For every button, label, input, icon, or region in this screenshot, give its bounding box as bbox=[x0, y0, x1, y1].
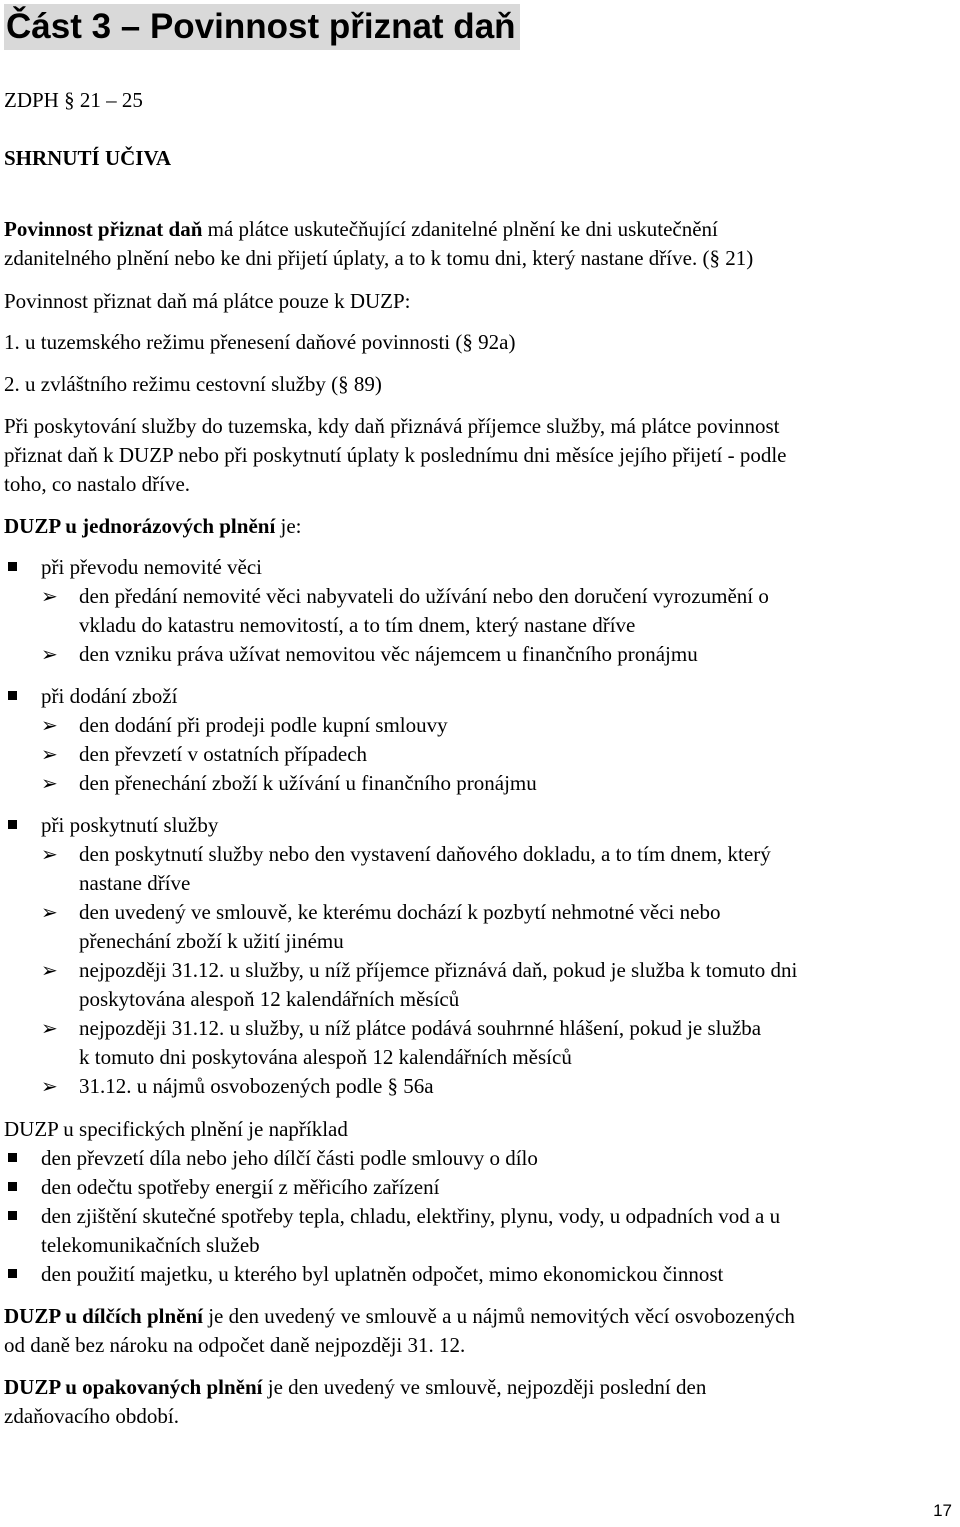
repeated-bold: DUZP u opakovaných plnění bbox=[4, 1375, 263, 1399]
square-bullet-icon bbox=[8, 820, 17, 829]
partial-supplies-line-2: od daně bez nároku na odpočet daně nejpozději 31. 12. bbox=[4, 1333, 466, 1357]
service-paragraph-line-3: toho, co nastalo dříve. bbox=[4, 472, 191, 496]
repeated-supplies-line-1 bbox=[4, 1373, 706, 1402]
intro-text: má plátce uskutečňující zdanitelné plnění ke dni uskutečnění bbox=[202, 217, 718, 241]
arrowhead-bullet-icon: ➢ bbox=[41, 771, 58, 795]
intro-duzp-only: Povinnost přiznat daň má plátce pouze k DUZP: bbox=[4, 289, 411, 313]
list-item: 31.12. u nájmů osvobozených podle § 56a bbox=[79, 1074, 434, 1098]
single-heading-rest: je: bbox=[275, 514, 302, 538]
arrowhead-bullet-icon: ➢ bbox=[41, 642, 58, 666]
arrowhead-bullet-icon: ➢ bbox=[41, 1074, 58, 1098]
list-item-cont: telekomunikačních služeb bbox=[41, 1233, 260, 1257]
numbered-item-1: 1. u tuzemského režimu přenesení daňové povinnosti (§ 92a) bbox=[4, 330, 516, 354]
list-item-cont: přenechání zboží k užití jinému bbox=[79, 929, 344, 953]
list-item-cont: k tomuto dni poskytována alespoň 12 kalendářních měsíců bbox=[79, 1045, 572, 1069]
square-bullet-icon bbox=[8, 1153, 17, 1162]
repeated-rest: je den uvedený ve smlouvě, nejpozději poslední den bbox=[262, 1375, 707, 1399]
list-item-cont: vkladu do katastru nemovitostí, a to tím dnem, který nastane dříve bbox=[79, 613, 636, 637]
list-item: den zjištění skutečné spotřeby tepla, chladu, elektřiny, plynu, vody, u odpadních vod a u bbox=[41, 1204, 781, 1228]
group-goods: při dodání zboží bbox=[41, 684, 178, 708]
single-heading-bold: DUZP u jednorázových plnění bbox=[4, 514, 276, 538]
list-item: den převzetí v ostatních případech bbox=[79, 742, 368, 766]
square-bullet-icon bbox=[8, 691, 17, 700]
partial-bold: DUZP u dílčích plnění bbox=[4, 1304, 203, 1328]
arrowhead-bullet-icon: ➢ bbox=[41, 713, 58, 737]
numbered-item-2: 2. u zvláštního režimu cestovní služby (§ 89) bbox=[4, 372, 382, 396]
arrowhead-bullet-icon: ➢ bbox=[41, 958, 58, 982]
arrowhead-bullet-icon: ➢ bbox=[41, 742, 58, 766]
single-supplies-heading bbox=[4, 512, 302, 541]
partial-supplies-line-1 bbox=[4, 1302, 795, 1331]
summary-heading: SHRNUTÍ UČIVA bbox=[4, 146, 172, 170]
arrowhead-bullet-icon: ➢ bbox=[41, 584, 58, 608]
square-bullet-icon bbox=[8, 1211, 17, 1220]
list-item: den převzetí díla nebo jeho dílčí části podle smlouvy o dílo bbox=[41, 1146, 538, 1170]
list-item: den poskytnutí služby nebo den vystavení daňového dokladu, a to tím dnem, který bbox=[79, 842, 771, 866]
square-bullet-icon bbox=[8, 562, 17, 571]
group-services: při poskytnutí služby bbox=[41, 813, 219, 837]
intro-bold: Povinnost přiznat daň bbox=[4, 217, 203, 241]
list-item: nejpozději 31.12. u služby, u níž příjemce přiznává daň, pokud je služba k tomuto dni bbox=[79, 958, 798, 982]
specific-supplies-heading: DUZP u specifických plnění je například bbox=[4, 1117, 348, 1141]
list-item: den vzniku práva užívat nemovitou věc nájemcem u finančního pronájmu bbox=[79, 642, 698, 666]
service-paragraph-line-1: Při poskytování služby do tuzemska, kdy daň přiznává příjemce služby, má plátce povinnost bbox=[4, 414, 780, 438]
intro-line-2: zdanitelného plnění nebo ke dni přijetí úplaty, a to k tomu dni, který nastane dříve. (§ 21) bbox=[4, 246, 754, 270]
list-item: den použití majetku, u kterého byl uplatněn odpočet, mimo ekonomickou činnost bbox=[41, 1262, 724, 1286]
square-bullet-icon bbox=[8, 1269, 17, 1278]
law-reference: ZDPH § 21 – 25 bbox=[4, 88, 143, 112]
square-bullet-icon bbox=[8, 1182, 17, 1191]
repeated-supplies-line-2: zdaňovacího období. bbox=[4, 1404, 179, 1428]
list-item: den odečtu spotřeby energií z měřicího zařízení bbox=[41, 1175, 440, 1199]
list-item: den uvedený ve smlouvě, ke kterému dochází k pozbytí nehmotné věci nebo bbox=[79, 900, 721, 924]
list-item: den dodání při prodeji podle kupní smlouvy bbox=[79, 713, 448, 737]
page-title: Část 3 – Povinnost přiznat daň bbox=[4, 4, 520, 50]
list-item: den předání nemovité věci nabyvateli do užívání nebo den doručení vyrozumění o bbox=[79, 584, 769, 608]
list-item-cont: poskytována alespoň 12 kalendářních měsíců bbox=[79, 987, 460, 1011]
arrowhead-bullet-icon: ➢ bbox=[41, 842, 58, 866]
list-item: nejpozději 31.12. u služby, u níž plátce podává souhrnné hlášení, pokud je služba bbox=[79, 1016, 762, 1040]
arrowhead-bullet-icon: ➢ bbox=[41, 1016, 58, 1040]
intro-line-1 bbox=[4, 215, 718, 244]
page-number: 17 bbox=[933, 1501, 952, 1520]
list-item-cont: nastane dříve bbox=[79, 871, 191, 895]
service-paragraph-line-2: přiznat daň k DUZP nebo při poskytnutí úplaty k poslednímu dni měsíce jejího přijetí - podle bbox=[4, 443, 787, 467]
arrowhead-bullet-icon: ➢ bbox=[41, 900, 58, 924]
list-item: den přenechání zboží k užívání u finančního pronájmu bbox=[79, 771, 537, 795]
group-real-estate: při převodu nemovité věci bbox=[41, 555, 263, 579]
partial-rest: je den uvedený ve smlouvě a u nájmů nemovitých věcí osvobozených bbox=[202, 1304, 795, 1328]
